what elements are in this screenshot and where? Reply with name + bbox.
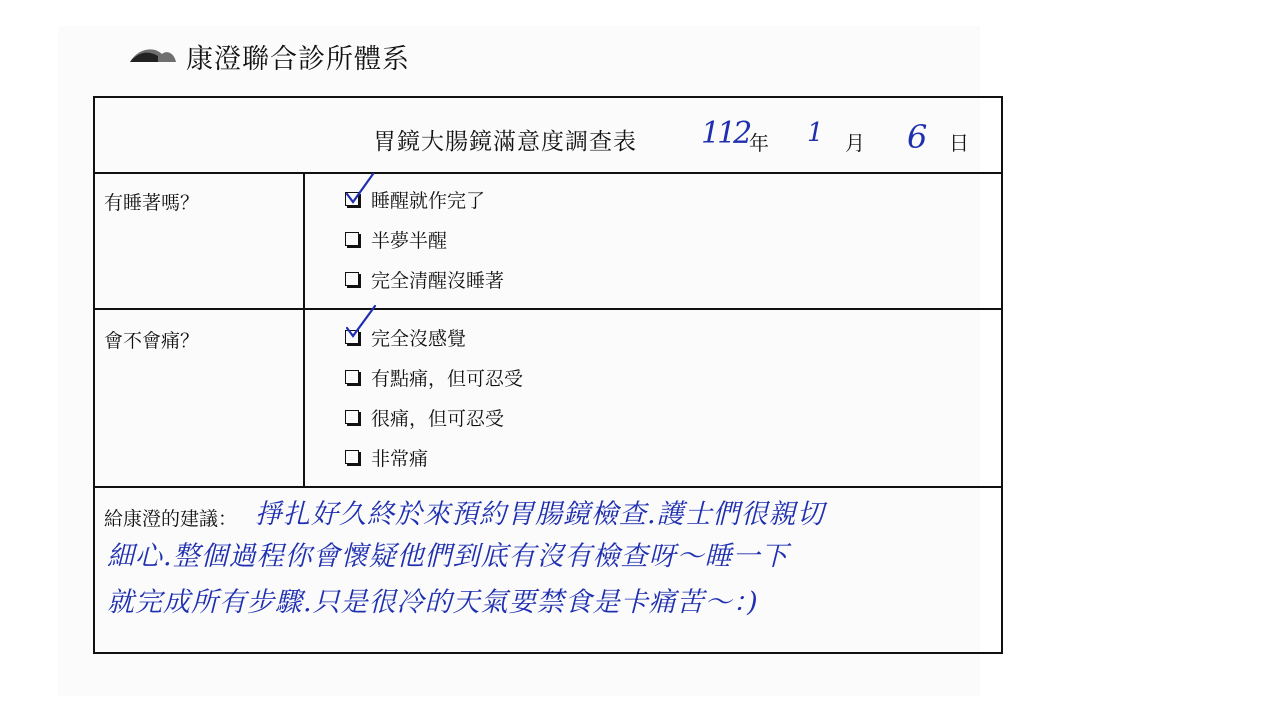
option-label: 睡醒就作完了 xyxy=(371,189,486,212)
clinic-header xyxy=(128,38,410,74)
suggestion-label: 給康澄的建議： xyxy=(104,508,238,530)
option-label: 完全沒感覺 xyxy=(371,327,467,350)
option-label: 有點痛，但可忍受 xyxy=(371,367,524,390)
option-label: 很痛，但可忍受 xyxy=(371,407,505,430)
form-title: 胃鏡大腸鏡滿意度調查表 xyxy=(373,129,637,155)
suggestion-line-1: 掙扎好久終於來預約胃腸鏡檢查.護士們很親切 xyxy=(255,499,825,530)
option-label: 完全清醒沒睡著 xyxy=(371,269,505,292)
option-half-asleep[interactable] xyxy=(345,226,447,252)
suggestion-section xyxy=(95,488,1001,652)
date-month-handwritten: 1 xyxy=(807,118,824,148)
satisfaction-survey-form xyxy=(93,96,1003,654)
option-label: 非常痛 xyxy=(371,447,429,470)
date-day-label: 日 xyxy=(949,131,969,155)
checkmark-icon xyxy=(343,304,383,338)
suggestion-line-2: 細心.整個過程你會懷疑他們到底有沒有檢查呀～睡一下 xyxy=(107,541,789,572)
checkbox[interactable] xyxy=(345,370,359,384)
question-pain-label: 會不會痛？ xyxy=(104,330,200,352)
checkbox[interactable] xyxy=(345,232,359,246)
clinic-logo-icon xyxy=(128,44,178,68)
column-divider xyxy=(303,310,305,486)
form-title-row xyxy=(95,98,1001,174)
option-little-pain[interactable] xyxy=(345,364,523,390)
date-year-label: 年 xyxy=(749,131,769,155)
option-fully-awake[interactable] xyxy=(345,266,504,292)
checkbox[interactable] xyxy=(345,450,359,464)
column-divider xyxy=(303,172,305,308)
question-pain-row xyxy=(95,310,1001,488)
checkbox[interactable] xyxy=(345,272,359,286)
question-sleep-row xyxy=(95,172,1001,310)
option-very-painful[interactable] xyxy=(345,404,504,430)
question-sleep-label: 有睡著嗎？ xyxy=(104,192,200,214)
clinic-brand-name: 康澄聯合診所體系 xyxy=(186,43,410,75)
date-year-handwritten: 112 xyxy=(701,116,750,151)
date-day-handwritten: 6 xyxy=(907,118,928,156)
option-extremely-painful[interactable] xyxy=(345,444,428,470)
checkbox[interactable] xyxy=(345,410,359,424)
date-month-label: 月 xyxy=(845,131,865,155)
suggestion-line-3: 就完成所有步驟.只是很冷的天氣要禁食是卡痛苦～：) xyxy=(107,587,759,618)
option-label: 半夢半醒 xyxy=(371,229,448,252)
checkmark-icon xyxy=(343,172,383,206)
